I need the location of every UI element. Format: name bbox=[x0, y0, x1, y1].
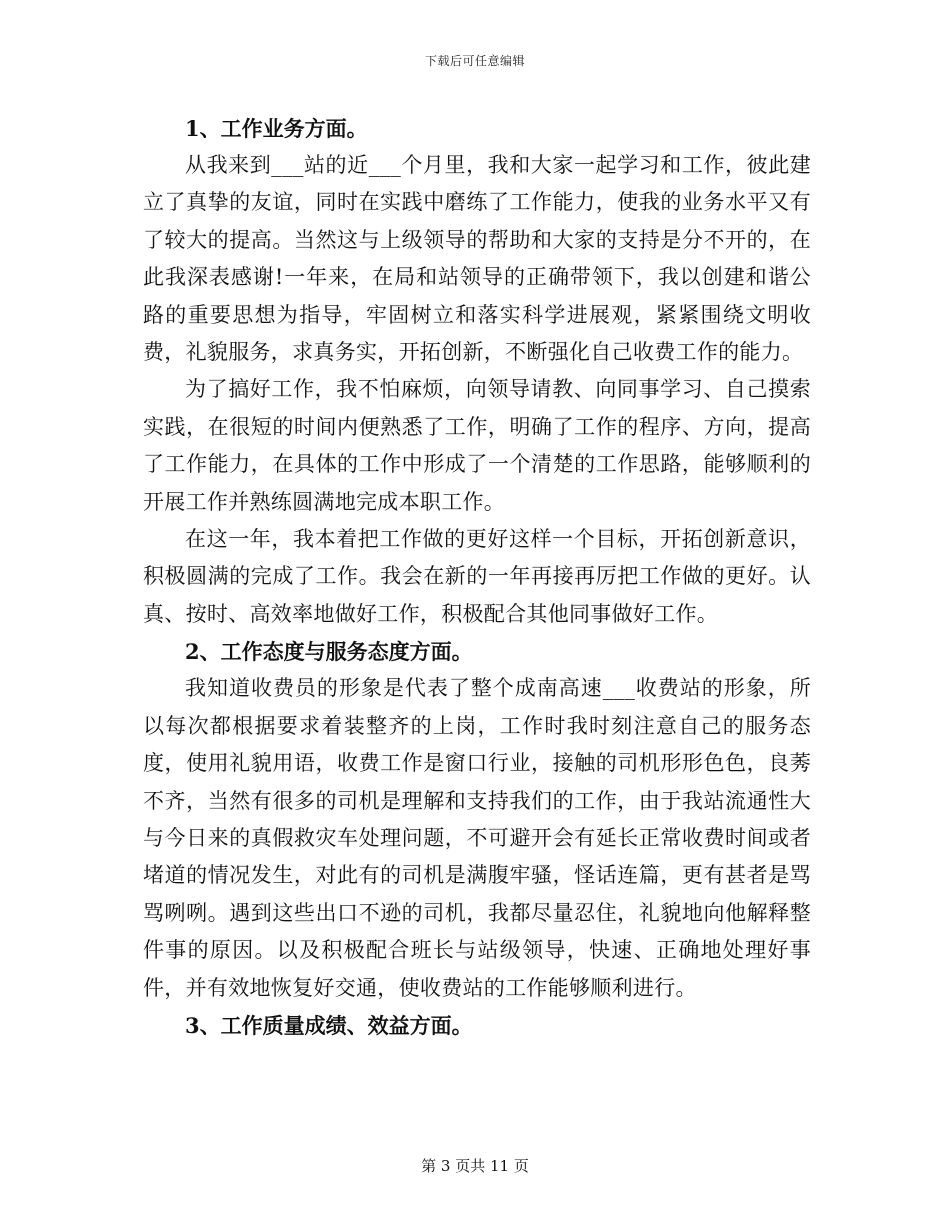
page-footer: 第 3 页共 11 页 bbox=[421, 1157, 529, 1175]
page-header: 下载后可任意编辑 bbox=[424, 54, 525, 68]
document-body bbox=[143, 110, 811, 1044]
section-1-paragraph-3: 在这一年，我本着把工作做的更好这样一个目标，开拓创新意识，积极圆满的完成了工作。我会在新的一年再接再厉把工作做的更好。认真、按时、高效率地做好工作，积极配合其他同事做好工作。 bbox=[143, 527, 811, 626]
section-heading-1: 1、工作业务方面。 bbox=[185, 116, 368, 141]
section-heading-2: 2、工作态度与服务态度方面。 bbox=[185, 639, 473, 665]
section-2-paragraph-1: 我知道收费员的形象是代表了整个成南高速___收费站的形象，所以每次都根据要求着装整齐的上岗，工作时我时刻注意自己的服务态度，使用礼貌用语，收费工作是窗口行业，接触的司机形形色色，良莠不齐，当然有很多的司机是理解和支持我们的工作，由于我站流通性大与今日来的真假救灾车处理问题，不可避开会有延长正常收费时间或者堵道的情况发生，对此有的司机是满腹牢骚，怪话连篇，更有甚者是骂骂咧咧。遇到这些出口不逊的司机，我都尽量忍住，礼貌地向他解释整件事的原因。以及积极配合班长与站级领导，快速、正确地处理好事件，并有效地恢复好交通，使收费站的工作能够顺利进行。 bbox=[143, 676, 811, 1000]
section-1-paragraph-2: 为了搞好工作，我不怕麻烦，向领导请教、向同事学习、自己摸索实践，在很短的时间内便熟悉了工作，明确了工作的程序、方向，提高了工作能力，在具体的工作中形成了一个清楚的工作思路，能够顺利的开展工作并熟练圆满地完成本职工作。 bbox=[143, 377, 811, 514]
section-heading-3: 3、工作质量成绩、效益方面。 bbox=[185, 1012, 473, 1038]
section-1-paragraph-1: 从我来到___站的近___个月里，我和大家一起学习和工作，彼此建立了真挚的友谊，同时在实践中磨练了工作能力，使我的业务水平又有了较大的提高。当然这与上级领导的帮助和大家的支持是分不开的，在此我深表感谢!一年来，在局和站领导的正确带领下，我以创建和谐公路的重要思想为指导，牢固树立和落实科学进展观，紧紧围绕文明收费，礼貌服务，求真务实，开拓创新，不断强化自己收费工作的能力。 bbox=[143, 153, 811, 365]
